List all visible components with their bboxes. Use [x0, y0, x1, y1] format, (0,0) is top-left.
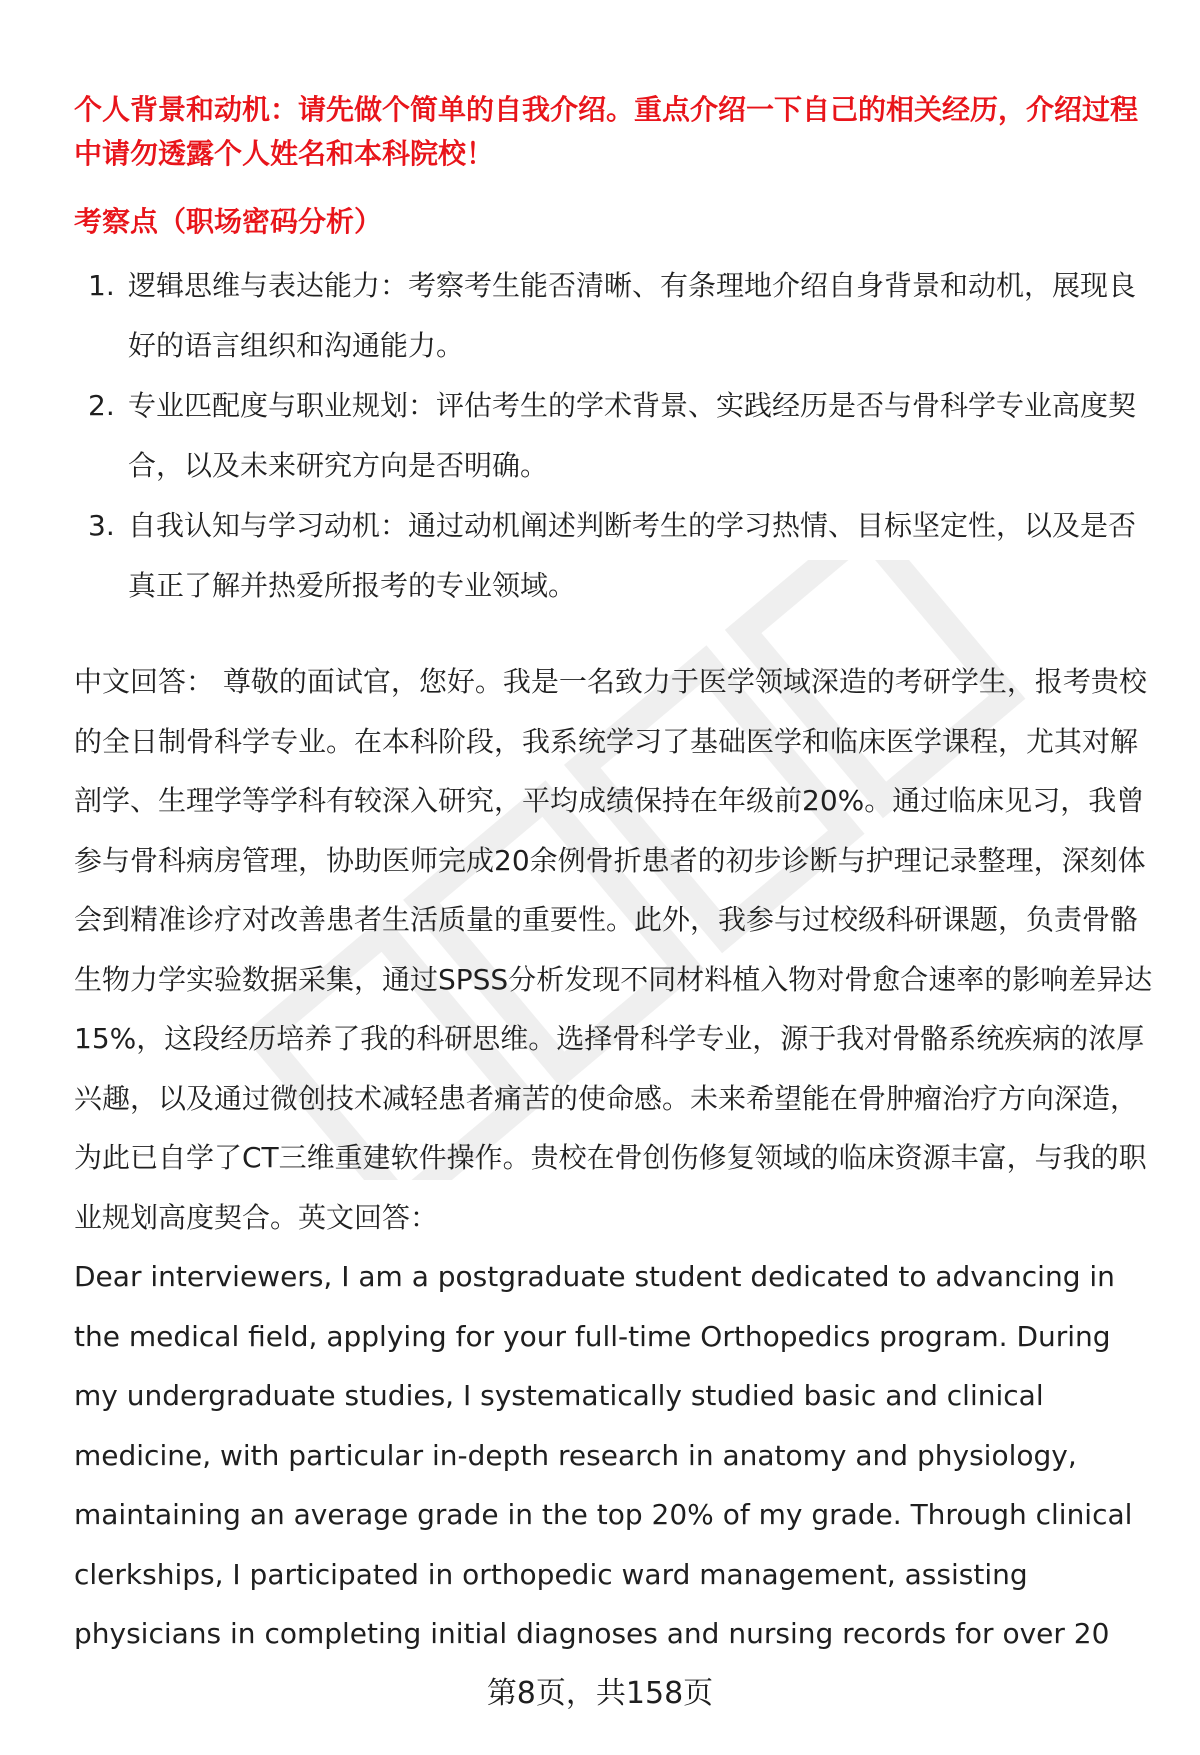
question-heading: 个人背景和动机：请先做个简单的自我介绍。重点介绍一下自己的相关经历，介绍过程中请勿透露个人姓名和本科院校！ [74, 93, 1139, 170]
chinese-answer-paragraph: 中文回答： 尊敬的面试官，您好。我是一名致力于医学领域深造的考研学生，报考贵校的全日制骨科学专业。在本科阶段，我系统学习了基础医学和临床医学课程，尤其对解剖学、生理学等学科有较深入研究，平均成绩保持在年级前20%。通过临床见习，我曾参与骨科病房管理，协助医师完成20余例骨折患者的初步诊断与护理记录整理，深刻体会到精准诊疗对改善患者生活质量的重要性。此外，我参与过校级科研课题，负责骨骼生物力学实验数据采集，通过SPSS分析发现不同材料植入物对骨愈合速率的影响差异达15%，这段经历培养了我的科研思维。选择骨科学专业，源于我对骨骼系统疾病的浓厚兴趣，以及通过微创技术减轻患者痛苦的使命感。未来希望能在骨肿瘤治疗方向深造，为此已自学了CT三维重建软件操作。贵校在骨创伤修复领域的临床资源丰富，与我的职业规划高度契合。英文回答： [74, 665, 1153, 1234]
page-number-footer: 第8页，共158页 [486, 1676, 714, 1711]
list-item-text: 逻辑思维与表达能力：考察考生能否清晰、有条理地介绍自身背景和动机，展现良好的语言组织和沟通能力。 [128, 269, 1137, 362]
page-content [74, 88, 1156, 1664]
assessment-points-title: 考察点（职场密码分析） [74, 205, 383, 238]
answer-body [74, 652, 1156, 1664]
assessment-points-list [74, 256, 1156, 616]
list-number: 2. [88, 389, 115, 422]
list-item-text: 自我认知与学习动机：通过动机阐述判断考生的学习热情、目标坚定性，以及是否真正了解并热爱所报考的专业领域。 [128, 509, 1137, 602]
list-number: 3. [88, 509, 115, 542]
english-answer-paragraph: Dear interviewers, I am a postgraduate student dedicated to advancing in the medical field, applying for your full-time Orthopedics program. During my undergraduate studies, I systematically studied basic and clinical medicine, with particular in-depth research in anatomy and physiology, maintaining an average grade in the top 20% of my grade. Through clinical clerkships, I participated in orthopedic ward management, assisting physicians in completing initial diagnoses and nursing records for over 20 [74, 1260, 1133, 1650]
list-item [74, 376, 1156, 496]
list-number: 1. [88, 269, 115, 302]
list-item-text: 专业匹配度与职业规划：评估考生的学术背景、实践经历是否与骨科学专业高度契合，以及未来研究方向是否明确。 [128, 389, 1137, 482]
list-item [74, 496, 1156, 616]
list-item [74, 256, 1156, 376]
